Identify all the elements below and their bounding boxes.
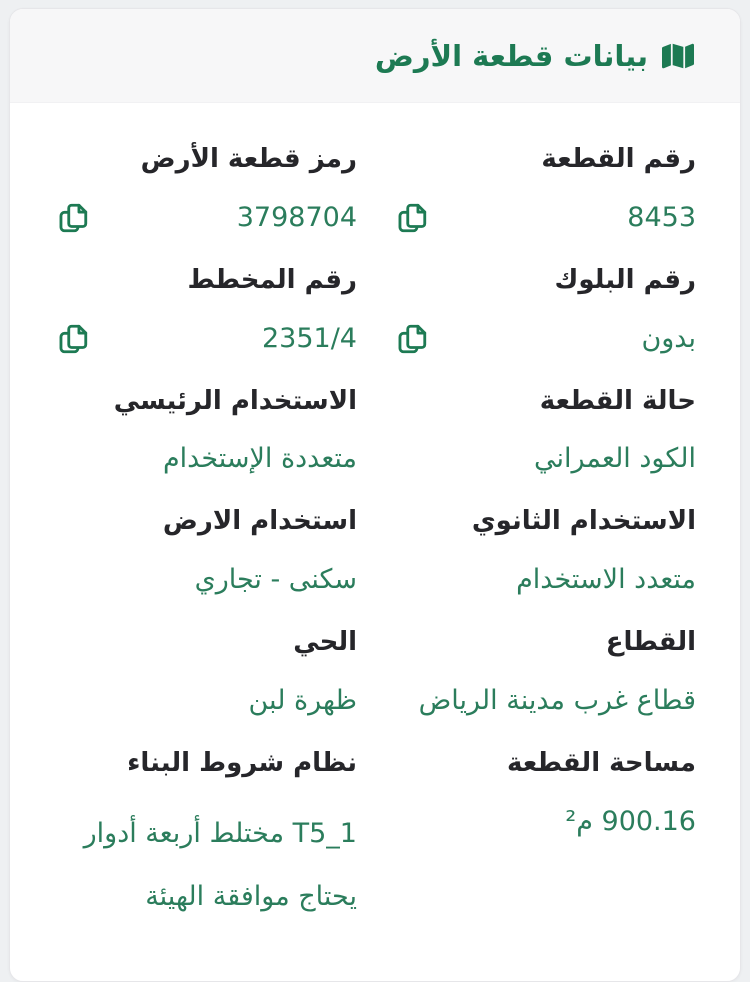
field-label: رقم القطعة: [541, 144, 696, 174]
field-value: بدون: [641, 322, 696, 354]
copy-parcel-number-button[interactable]: [393, 199, 431, 237]
field-block-number: [393, 264, 696, 359]
card-header: [10, 9, 740, 103]
field-label: حالة القطعة: [539, 385, 696, 416]
field-value: متعدد الاستخدام: [516, 564, 696, 596]
land-parcel-card: [9, 8, 741, 982]
copy-icon: [395, 322, 429, 356]
field-parcel-number: [393, 143, 696, 238]
field-value: الكود العمراني: [534, 443, 696, 475]
field-label: رمز قطعة الأرض: [140, 144, 357, 174]
field-value: ظهرة لبن: [248, 685, 357, 717]
field-value: سكنى - تجاري: [194, 564, 357, 596]
field-value: قطاع غرب مدينة الرياض: [418, 685, 696, 717]
field-label: الحي: [293, 627, 357, 658]
field-land-use: [54, 505, 357, 600]
field-value: 2351/4: [262, 322, 357, 354]
field-value: متعددة الإستخدام: [162, 443, 357, 475]
field-building-conditions: [54, 747, 357, 929]
copy-block-number-button[interactable]: [393, 320, 431, 358]
copy-icon: [56, 322, 90, 356]
page-title: بيانات قطعة الأرض: [374, 38, 648, 73]
copy-icon: [56, 201, 90, 235]
field-sector: [393, 626, 696, 721]
field-label: رقم المخطط: [187, 264, 357, 295]
field-label: رقم البلوك: [554, 264, 696, 295]
field-secondary-use: [393, 505, 696, 600]
field-district: [54, 626, 357, 721]
field-label: الاستخدام الرئيسي: [113, 385, 357, 416]
field-label: مساحة القطعة: [506, 747, 696, 778]
field-value: 900.16 م²: [565, 805, 696, 837]
field-parcel-status: [393, 385, 696, 480]
field-label: نظام شروط البناء: [127, 747, 357, 778]
field-label: استخدام الارض: [162, 506, 357, 537]
field-parcel-area: [393, 747, 696, 929]
field-label: القطاع: [605, 627, 696, 658]
card-body: [10, 103, 740, 981]
map-icon: [662, 41, 694, 71]
field-value: 3798704: [236, 201, 357, 233]
field-main-use: [54, 385, 357, 480]
field-parcel-code: [54, 143, 357, 238]
field-value: 8453: [627, 201, 696, 233]
copy-icon: [395, 201, 429, 235]
field-plan-number: [54, 264, 357, 359]
field-value: T5_1 مختلط أربعة أدوار يحتاج موافقة الهيئة: [83, 817, 357, 913]
field-label: الاستخدام الثانوي: [471, 506, 696, 537]
copy-plan-number-button[interactable]: [54, 320, 92, 358]
copy-parcel-code-button[interactable]: [54, 199, 92, 237]
